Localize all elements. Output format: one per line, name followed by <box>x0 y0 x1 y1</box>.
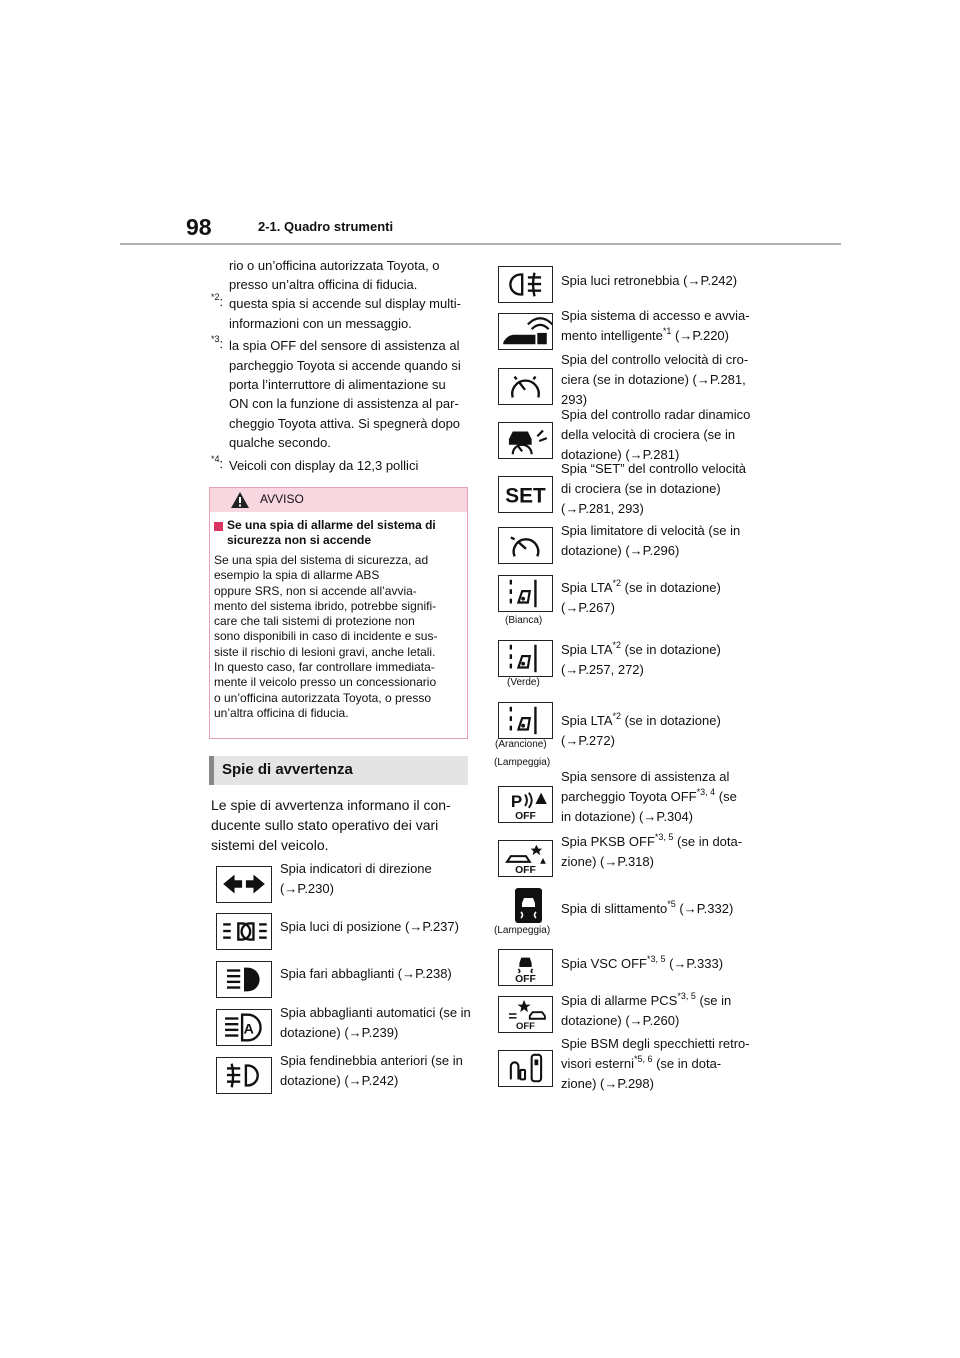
right-item-desc <box>561 767 737 827</box>
warning-line: In questo caso, far controllare immediata- <box>214 660 435 675</box>
footnote-line: qualche secondo. <box>229 435 331 450</box>
vsc-off-icon <box>498 949 553 986</box>
desc-line: Spia LTA$^{*2}$ (se in dotazione) <box>561 578 721 595</box>
cruise-set-icon <box>498 476 553 513</box>
desc-line: Spia indicatori di direzione <box>280 861 432 876</box>
icon-caption: (Lampeggia) <box>494 925 551 936</box>
lta-green-icon <box>498 640 553 677</box>
icon-caption: (Bianca) <box>505 615 543 626</box>
section-heading: Spie di avvertenza <box>222 761 353 778</box>
desc-line: parcheggio Toyota OFF$^{*3, 4}$ (se <box>561 787 737 804</box>
desc-line: Spia fari abbaglianti (→P.238) <box>280 966 452 981</box>
left-item-desc <box>280 917 459 937</box>
left-item-desc <box>280 1003 471 1043</box>
desc-line: dotazione) (→P.242) <box>280 1073 399 1088</box>
desc-line: visori esterni$^{*5, 6}$ (se in dota- <box>561 1054 722 1071</box>
off-label: OFF <box>515 811 536 822</box>
warning-line: care che tali sistemi di protezione non <box>214 614 415 629</box>
right-item-desc <box>561 271 737 291</box>
desc-line: della velocità di crociera (se in <box>561 427 736 442</box>
warning-line: un’altra officina di fiducia. <box>214 705 349 720</box>
desc-line: 293) <box>561 392 588 407</box>
icon-caption: (Verde) <box>507 677 540 688</box>
cruise-control-icon <box>498 368 553 405</box>
right-item-desc <box>561 306 750 346</box>
right-item-desc <box>561 350 748 410</box>
warning-bullet-icon <box>214 522 223 531</box>
footnote-line: presso un’altra officina di fiducia. <box>229 277 418 292</box>
right-item-desc <box>561 991 731 1031</box>
desc-line: Spia luci retronebbia (→P.242) <box>561 273 738 288</box>
desc-line: dotazione) (→P.239) <box>280 1025 399 1040</box>
desc-line: Spia limitatore di velocità (se in <box>561 523 741 538</box>
position-lights-icon <box>216 913 272 950</box>
desc-line: dotazione) (→P.281) <box>561 447 680 462</box>
lta-orange-icon <box>498 702 553 739</box>
right-item-desc <box>561 405 750 465</box>
desc-line: dotazione) (→P.260) <box>561 1013 680 1028</box>
bsm-mirror-icon <box>498 1050 553 1087</box>
warning-triangle-icon <box>230 491 250 509</box>
desc-line: Spia sistema di accesso e avvia- <box>561 308 750 323</box>
front-fog-icon <box>216 1057 272 1094</box>
desc-line: (→P.272) <box>561 733 615 748</box>
pksb-off-icon <box>498 840 553 877</box>
footnote-mark: $^{*2}$: <box>211 292 224 309</box>
off-label: OFF <box>515 974 536 985</box>
right-item-desc <box>561 711 721 751</box>
radar-cruise-icon <box>498 422 553 459</box>
rear-fog-icon <box>498 266 553 303</box>
smart-key-icon <box>498 313 553 350</box>
page-number: 98 <box>186 214 212 240</box>
desc-line: (→P.281, 293) <box>561 501 644 516</box>
desc-line: Spia LTA$^{*2}$ (se in dotazione) <box>561 711 721 728</box>
icon-caption: (Lampeggia) <box>494 757 551 768</box>
warning-line: mente il veicolo presso un concessionario <box>214 675 437 690</box>
desc-line: mento intelligente$^{*1}$ (→P.220) <box>561 326 729 343</box>
right-item-desc <box>561 640 721 680</box>
footnote-line: ON con la funzione di assistenza al par- <box>229 396 459 411</box>
desc-line: in dotazione) (→P.304) <box>561 809 694 824</box>
left-item-desc <box>280 964 452 984</box>
desc-line: Spia “SET” del controllo velocità <box>561 461 746 476</box>
intro-line: sistemi del veicolo. <box>211 837 329 853</box>
desc-line: Spia sensore di assistenza al <box>561 769 730 784</box>
footnote-line: rio o un’officina autorizzata Toyota, o <box>229 258 440 273</box>
pcs-warning-icon <box>498 996 553 1033</box>
right-item-desc <box>561 899 733 919</box>
footnote-mark: $^{*4}$: <box>211 454 224 471</box>
warning-heading-line: Se una spia di allarme del sistema di <box>227 518 436 532</box>
right-item-desc <box>561 954 723 974</box>
desc-line: (→P.257, 272) <box>561 662 644 677</box>
right-item-desc <box>561 1034 750 1094</box>
section-title: 2-1. Quadro strumenti <box>258 219 394 234</box>
warning-line: o un’officina autorizzata Toyota, o presso <box>214 690 432 705</box>
desc-line: Spia di allarme PCS$^{*3, 5}$ (se in <box>561 991 732 1008</box>
warning-line: sono disponibili in caso di incidente e sus- <box>214 629 438 644</box>
desc-line: Spia del controllo velocità di cro- <box>561 352 749 367</box>
parking-assist-off-icon <box>498 786 553 823</box>
desc-line: (→P.267) <box>561 600 615 615</box>
warning-line: mento del sistema ibrido, potrebbe signifi- <box>214 598 437 613</box>
turn-signal-icon <box>216 866 272 903</box>
slip-indicator-icon <box>515 888 542 923</box>
desc-line: Spia abbaglianti automatici (se in <box>280 1005 471 1020</box>
desc-line: di crociera (se in dotazione) <box>561 481 721 496</box>
desc-line: (→P.230) <box>280 881 334 896</box>
svg-text:A: A <box>243 1021 254 1038</box>
icon-caption: (Arancione) <box>495 739 547 750</box>
warning-line: oppure SRS, non si accende all’avvia- <box>214 583 417 598</box>
footnote-line: la spia OFF del sensore di assistenza al <box>229 338 460 353</box>
footnote-line: Veicoli con display da 12,3 pollici <box>229 458 419 473</box>
left-item-desc <box>280 859 432 899</box>
section-heading-bar <box>209 756 214 785</box>
right-item-desc <box>561 459 746 519</box>
right-item-desc <box>561 578 721 618</box>
high-beam-icon <box>216 961 272 998</box>
desc-line: Spia del controllo radar dinamico <box>561 407 751 422</box>
svg-text:P: P <box>510 791 523 811</box>
warning-line: siste il rischio di lesioni gravi, anche letali. <box>214 644 436 659</box>
desc-line: Spia fendinebbia anteriori (se in <box>280 1053 463 1068</box>
desc-line: ciera (se in dotazione) (→P.281, <box>561 372 746 387</box>
desc-line: Spia VSC OFF$^{*3, 5}$ (→P.333) <box>561 954 724 971</box>
section-intro <box>211 795 471 855</box>
desc-line: Spia PKSB OFF$^{*3, 5}$ (se in dota- <box>561 832 743 849</box>
intro-line: Le spie di avvertenza informano il con- <box>211 797 451 813</box>
desc-line: Spia luci di posizione (→P.237) <box>280 919 459 934</box>
left-item-desc <box>280 1051 463 1091</box>
intro-line: ducente sullo stato operativo dei vari <box>211 817 439 833</box>
desc-line: Spia di slittamento$^{*5}$ (→P.332) <box>561 899 734 916</box>
header-divider <box>120 243 841 245</box>
warning-line: Se una spia del sistema di sicurezza, ad <box>214 553 429 567</box>
desc-line: zione) (→P.318) <box>561 854 654 869</box>
warning-title: AVVISO <box>260 492 304 506</box>
warning-heading-line: sicurezza non si accende <box>227 533 372 547</box>
right-item-desc <box>561 521 740 561</box>
warning-line: esempio la spia di allarme ABS <box>214 568 380 583</box>
right-item-desc <box>561 832 742 872</box>
off-label: OFF <box>516 1021 535 1032</box>
footnote-line: cheggio Toyota attiva. Si spegnerà dopo <box>229 416 461 431</box>
footnote-line: porta l’interruttore di alimentazione su <box>229 377 446 392</box>
warning-heading <box>227 518 463 548</box>
off-label: OFF <box>515 865 536 876</box>
speed-limiter-icon <box>498 527 553 564</box>
lta-white-icon <box>498 575 553 612</box>
auto-high-beam-icon <box>216 1009 272 1046</box>
set-label: SET <box>505 484 546 508</box>
warning-text <box>214 553 464 721</box>
desc-line: Spie BSM degli specchietti retro- <box>561 1036 750 1051</box>
footnote-line: informazioni con un messaggio. <box>229 316 412 331</box>
desc-line: dotazione) (→P.296) <box>561 543 680 558</box>
desc-line: Spia LTA$^{*2}$ (se in dotazione) <box>561 640 721 657</box>
footnote-mark: $^{*3}$: <box>211 334 224 351</box>
footnote-line: questa spia si accende sul display multi- <box>229 296 461 311</box>
footnote-line: parcheggio Toyota si accende quando si <box>229 358 461 373</box>
desc-line: zione) (→P.298) <box>561 1076 654 1091</box>
